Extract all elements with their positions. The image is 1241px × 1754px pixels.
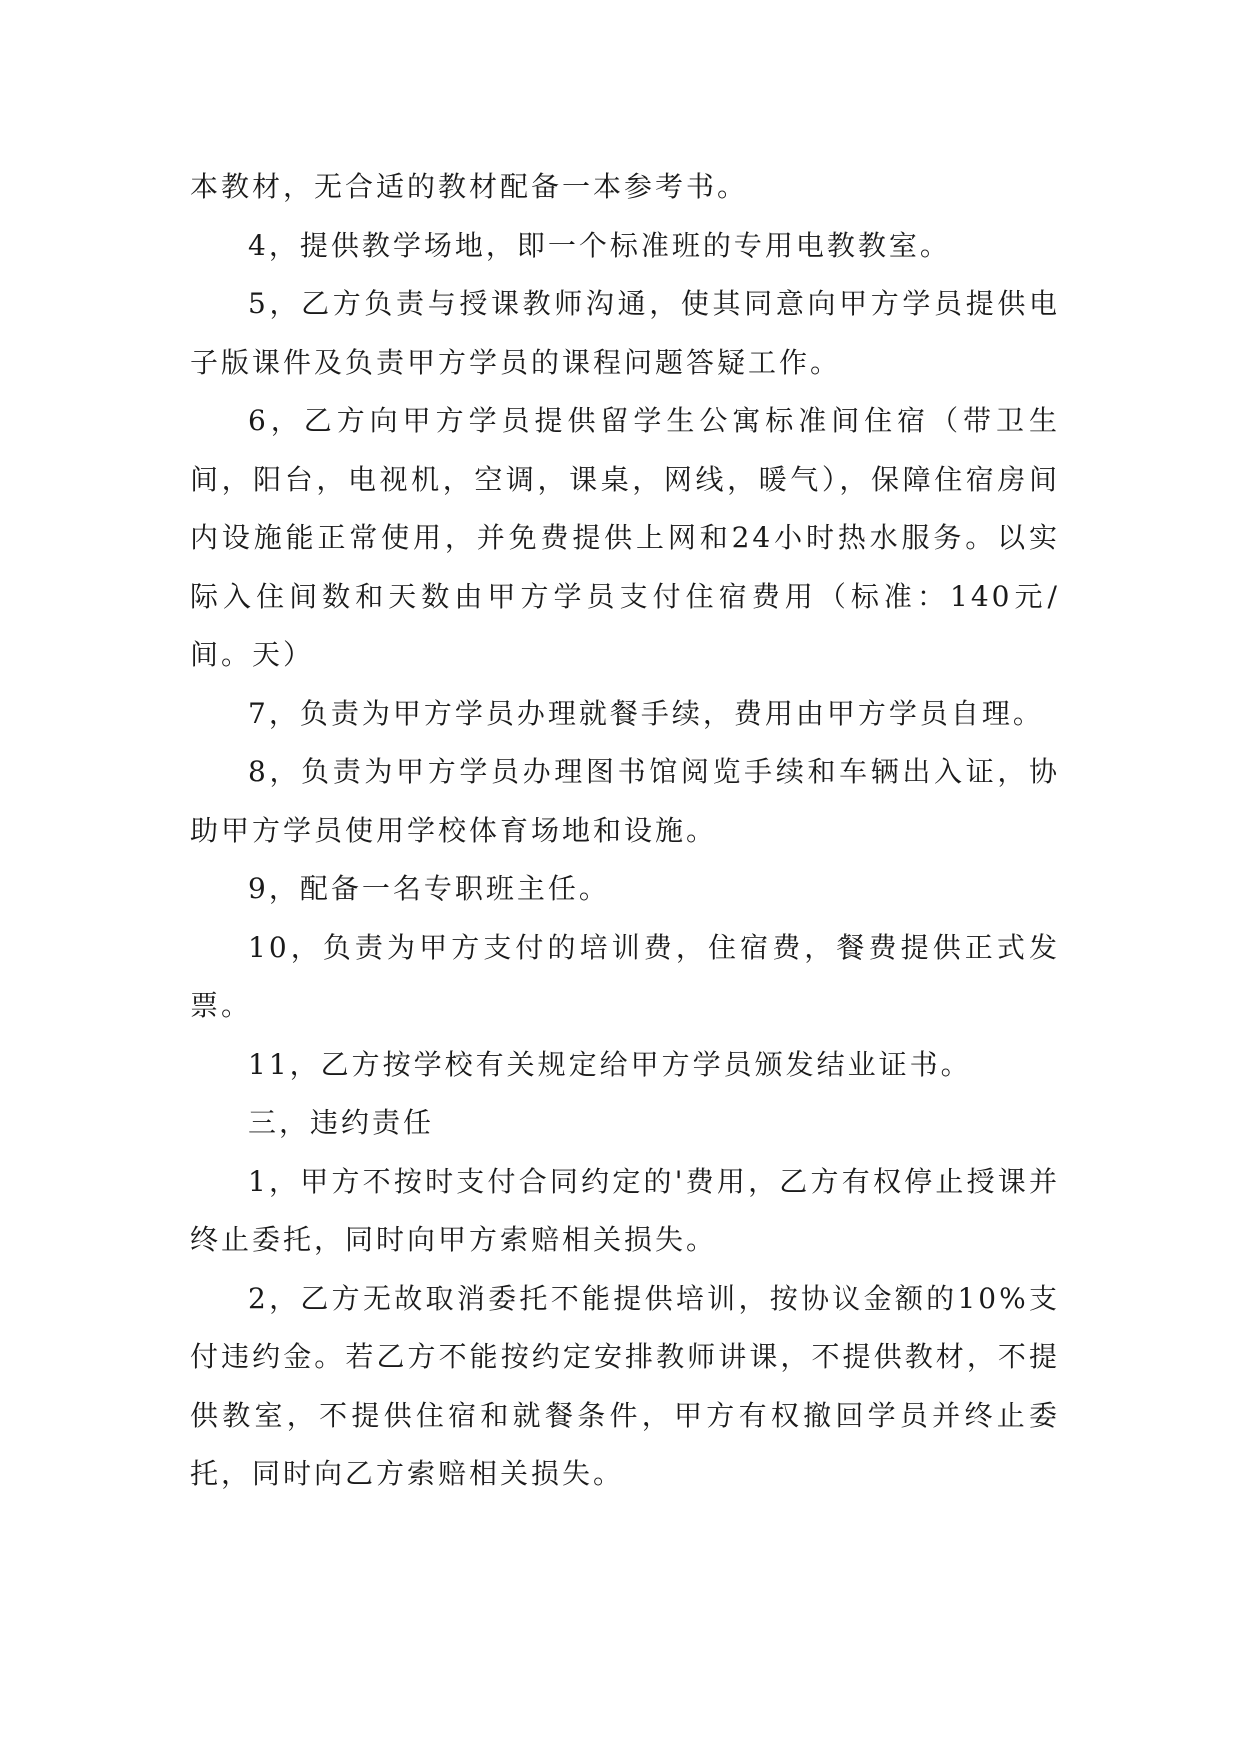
paragraph-continuation: 本教材，无合适的教材配备一本参考书。	[190, 170, 749, 203]
paragraph-breach-1: 1，甲方不按时支付合同约定的'费用，乙方有权停止授课并终止委托，同时向甲方索赔相关损失。	[190, 1164, 1060, 1256]
paragraph-item-7: 7，负责为甲方学员办理就餐手续，费用由甲方学员自理。	[248, 696, 1044, 730]
paragraph-item-5: 5，乙方负责与授课教师沟通，使其同意向甲方学员提供电子版课件及负责甲方学员的课程问题答疑工作。	[190, 287, 1060, 379]
paragraph-item-9: 9，配备一名专职班主任。	[248, 872, 610, 905]
paragraph-item-8: 8，负责为甲方学员办理图书馆阅览手续和车辆出入证，协助甲方学员使用学校体育场地和设施。	[190, 755, 1060, 847]
paragraph-item-4: 4，提供教学场地，即一个标准班的专用电教教室。	[248, 228, 951, 262]
document-body	[190, 158, 1060, 1504]
paragraph-item-10: 10，负责为甲方支付的培训费，住宿费，餐费提供正式发票。	[190, 930, 1060, 1022]
section-heading-breach: 三，违约责任	[248, 1106, 435, 1139]
paragraph-item-11: 11，乙方按学校有关规定给甲方学员颁发结业证书。	[248, 1047, 972, 1081]
paragraph-breach-2: 2，乙方无故取消委托不能提供培训，按协议金额的10%支付违约金。若乙方不能按约定安排教师讲课，不提供教材，不提供教室，不提供住宿和就餐条件，甲方有权撤回学员并终止委托，同时向乙方索赔相关损失。	[190, 1281, 1060, 1490]
paragraph-item-6: 6，乙方向甲方学员提供留学生公寓标准间住宿（带卫生间，阳台，电视机，空调，课桌，网线，暖气），保障住宿房间内设施能正常使用，并免费提供上网和24小时热水服务。以实际入住间数和天数由甲方学员支付住宿费用（标准：140元/间。天）	[190, 404, 1060, 671]
